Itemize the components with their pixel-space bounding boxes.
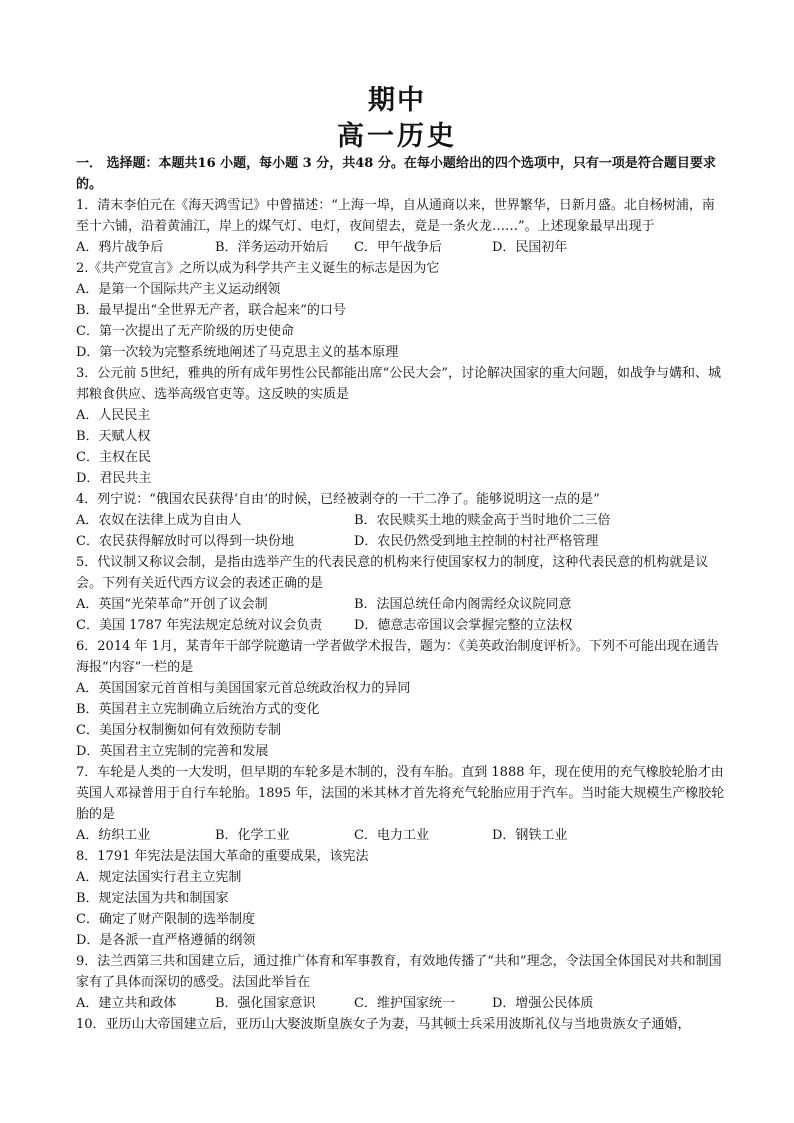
option: A．人民民主 [76,408,151,423]
option: D．英国君主立宪制的完善和发展 [76,744,269,759]
option: A．鸦片战争后 [76,240,164,255]
question-stem: 10．亚历山大帝国建立后，亚历山大娶波斯皇族女子为妻，马其顿士兵采用波斯礼仪与当地贵族女子通婚， [76,1017,691,1032]
option: D．民国初年 [492,240,568,255]
question-1 [76,195,726,258]
option: A．建立共和政体 [76,996,177,1011]
option: C．美国分权制衡如何有效预防专制 [76,723,281,738]
question-stem: 9．法兰西第三共和国建立后，通过推广体育和军事教育，有效地传播了“共和”理念，令法国全体国民对共和制国家有了具体而深切的感受。法国此举旨在 [76,954,722,990]
option: D．是各派一直严格遵循的纲领 [76,933,256,948]
page-title: 期中 [368,85,426,116]
question-list [76,153,726,1035]
option: C．农民获得解放时可以得到一块份地 [76,534,294,549]
option: D．德意志帝国议会掌握完整的立法权 [354,618,573,633]
question-stem: 6．2014 年 1月，某青年干部学院邀请一学者做学术报告，题为：《美英政治制度评析》。下列不可能出现在通告海报“内容”一栏的是 [76,639,719,675]
question-stem: 1．清末李伯元在《海天鸿雪记》中曾描述：“上海一埠，自从通商以来，世界繁华，日新月盛。北自杨树浦，南至十六铺，沿着黄浦江，岸上的煤气灯、电灯，夜间望去，竟是一条火龙……”。上述现象最早出现于 [76,198,715,234]
option: C．第一次提出了无产阶级的历史使命 [76,324,294,339]
question-stem: 3．公元前 5世纪，雅典的所有成年男性公民都能出席“公民大会”，讨论解决国家的重大问题，如战争与媾和、城邦粮食供应、选举高级官吏等。这反映的实质是 [76,366,721,402]
option: C．确定了财产限制的选举制度 [76,912,255,927]
option: A．纺织工业 [76,828,151,843]
question-5 [76,552,726,636]
section-heading: 一． 选择题：本题共16 小题，每小题 3 分，共48 分。在每小题给出的四个选项中，只有一项是符合题目要求的。 [76,156,716,192]
question-7 [76,762,726,846]
option: B．天赋人权 [76,429,151,444]
option: B．洋务运动开始后 [215,240,329,255]
question-stem: 2.《共产党宣言》之所以成为科学共产主义诞生的标志是因为它 [76,261,440,276]
option: A．英国“光荣革命”开创了议会制 [76,597,268,612]
question-stem: 5．代议制又称议会制，是指由选举产生的代表民意的机构来行使国家权力的制度，这种代表民意的机构就是议会。下列有关近代西方议会的表述正确的是 [76,555,709,591]
option: C．甲午战争后 [354,240,442,255]
option: C．主权在民 [76,450,151,465]
option: C．电力工业 [354,828,429,843]
option: C．美国 1787 年宪法规定总统对议会负责 [76,618,323,633]
question-stem: 8．1791 年宪法是法国大革命的重要成果，该宪法 [76,849,369,864]
option: D．君民共主 [76,471,152,486]
options-row [76,594,726,615]
option: B．英国君主立宪制确立后统治方式的变化 [76,702,320,717]
options-row [76,531,726,552]
option: A．是第一个国际共产主义运动纲领 [76,282,281,297]
option: A．规定法国实行君主立宪制 [76,870,242,885]
question-9 [76,951,726,1014]
option: D．增强公民体质 [492,996,594,1011]
option: A．英国国家元首首相与美国国家元首总统政治权力的异同 [76,681,411,696]
question-8 [76,846,726,951]
options-row [76,510,726,531]
question-4 [76,489,726,552]
option: D．钢铁工业 [492,828,568,843]
question-6 [76,636,726,762]
question-10 [76,1014,726,1035]
option: B．规定法国为共和制国家 [76,891,229,906]
option: D．农民仍然受到地主控制的村社严格管理 [354,534,599,549]
option: B．农民赎买土地的赎金高于当时地价二三倍 [354,513,611,528]
question-2 [76,258,726,363]
question-stem: 7．车轮是人类的一大发明，但早期的车轮多是木制的，没有车胎。直到 1888 年，现在使用的充气橡胶轮胎才由英国人邓禄普用于自行车轮胎。1895 年，法国的米其林才首先将充气轮胎应用于汽车。当时能大规模生产橡胶轮胎的是 [76,765,725,822]
question-stem: 4．列宁说：“俄国农民获得‘自由’的时候，已经被剥夺的一干二净了。能够说明这一点的是” [76,492,600,507]
question-3 [76,363,726,489]
option: B．法国总统任命内阁需经众议院同意 [354,597,572,612]
options-row [76,615,726,636]
option: D．第一次较为完整系统地阐述了马克思主义的基本原理 [76,345,399,360]
option: B．化学工业 [215,828,290,843]
option: B．强化国家意识 [215,996,316,1011]
options-row [76,993,726,1014]
option: C．维护国家统一 [354,996,455,1011]
options-row [76,237,726,258]
option: B．最早提出“全世界无产者，联合起来”的口号 [76,303,346,318]
options-row [76,825,726,846]
option: A．农奴在法律上成为自由人 [76,513,242,528]
page-subtitle: 高一历史 [337,121,457,152]
